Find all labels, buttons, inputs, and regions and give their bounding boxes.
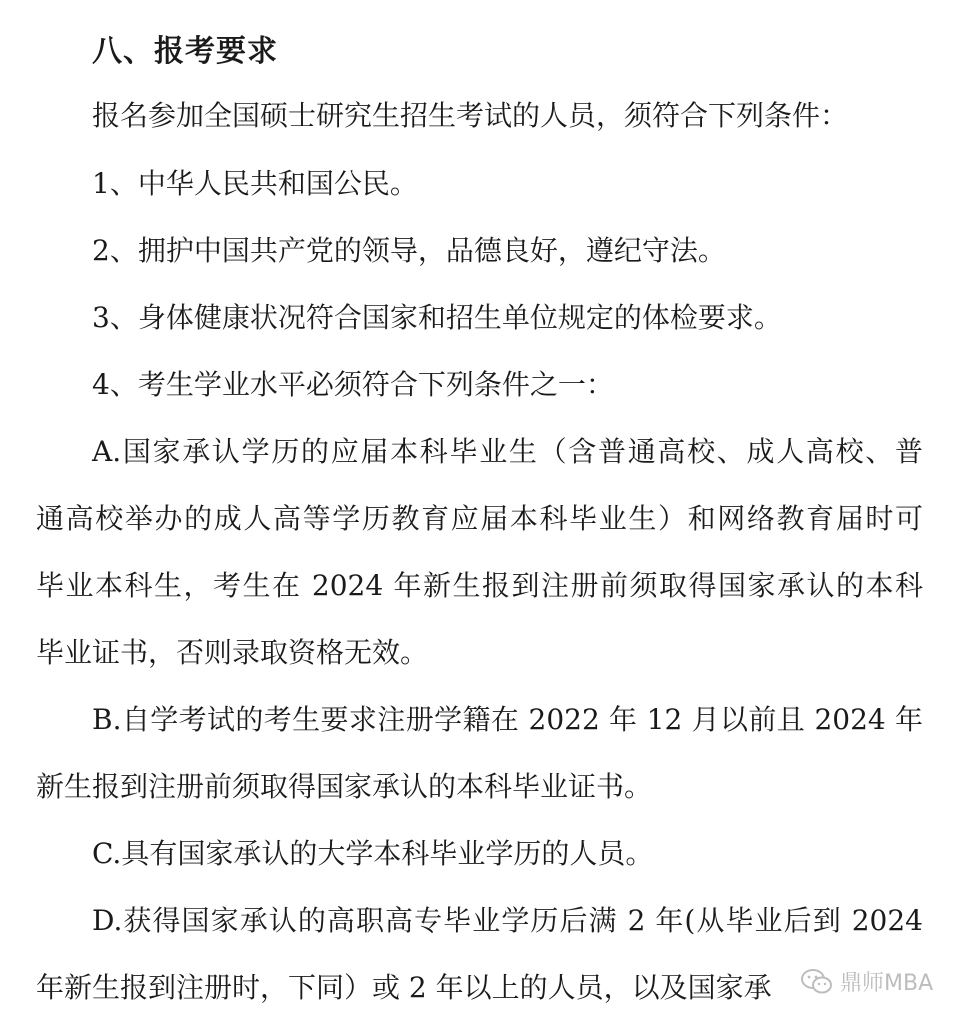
item-c-line-1: C.具有国家承认的大学本科毕业学历的人员。 (92, 837, 654, 870)
item-d-line-1: D.获得国家承认的高职高专毕业学历后满 2 年(从毕业后到 2024 (92, 904, 923, 937)
condition-2: 2、拥护中国共产党的领导，品德良好，遵纪守法。 (92, 234, 726, 267)
item-b-line-1: B.自学考试的考生要求注册学籍在 2022 年 12 月以前且 2024 年 (92, 703, 923, 736)
watermark-text: 鼎师MBA (840, 971, 934, 996)
item-a-line-2: 通高校举办的成人高等学历教育应届本科毕业生）和网络教育届时可 (36, 502, 923, 535)
watermark (800, 966, 933, 997)
intro-line: 报名参加全国硕士研究生招生考试的人员，须符合下列条件： (92, 99, 849, 132)
item-a-line-4: 毕业证书，否则录取资格无效。 (36, 636, 429, 669)
item-b-line-2: 新生报到注册前须取得国家承认的本科毕业证书。 (36, 770, 653, 803)
condition-1: 1、中华人民共和国公民。 (92, 167, 418, 200)
condition-3: 3、身体健康状况符合国家和招生单位规定的体检要求。 (92, 301, 782, 334)
section-heading: 八、报考要求 (92, 34, 278, 69)
condition-4: 4、考生学业水平必须符合下列条件之一： (92, 368, 614, 401)
wechat-icon (800, 968, 834, 996)
item-a-line-1: A.国家承认学历的应届本科毕业生（含普通高校、成人高校、普 (92, 435, 923, 468)
item-a-line-3: 毕业本科生，考生在 2024 年新生报到注册前须取得国家承认的本科 (36, 569, 923, 602)
item-d-line-2: 年新生报到注册时，下同）或 2 年以上的人员，以及国家承 (36, 971, 772, 1004)
